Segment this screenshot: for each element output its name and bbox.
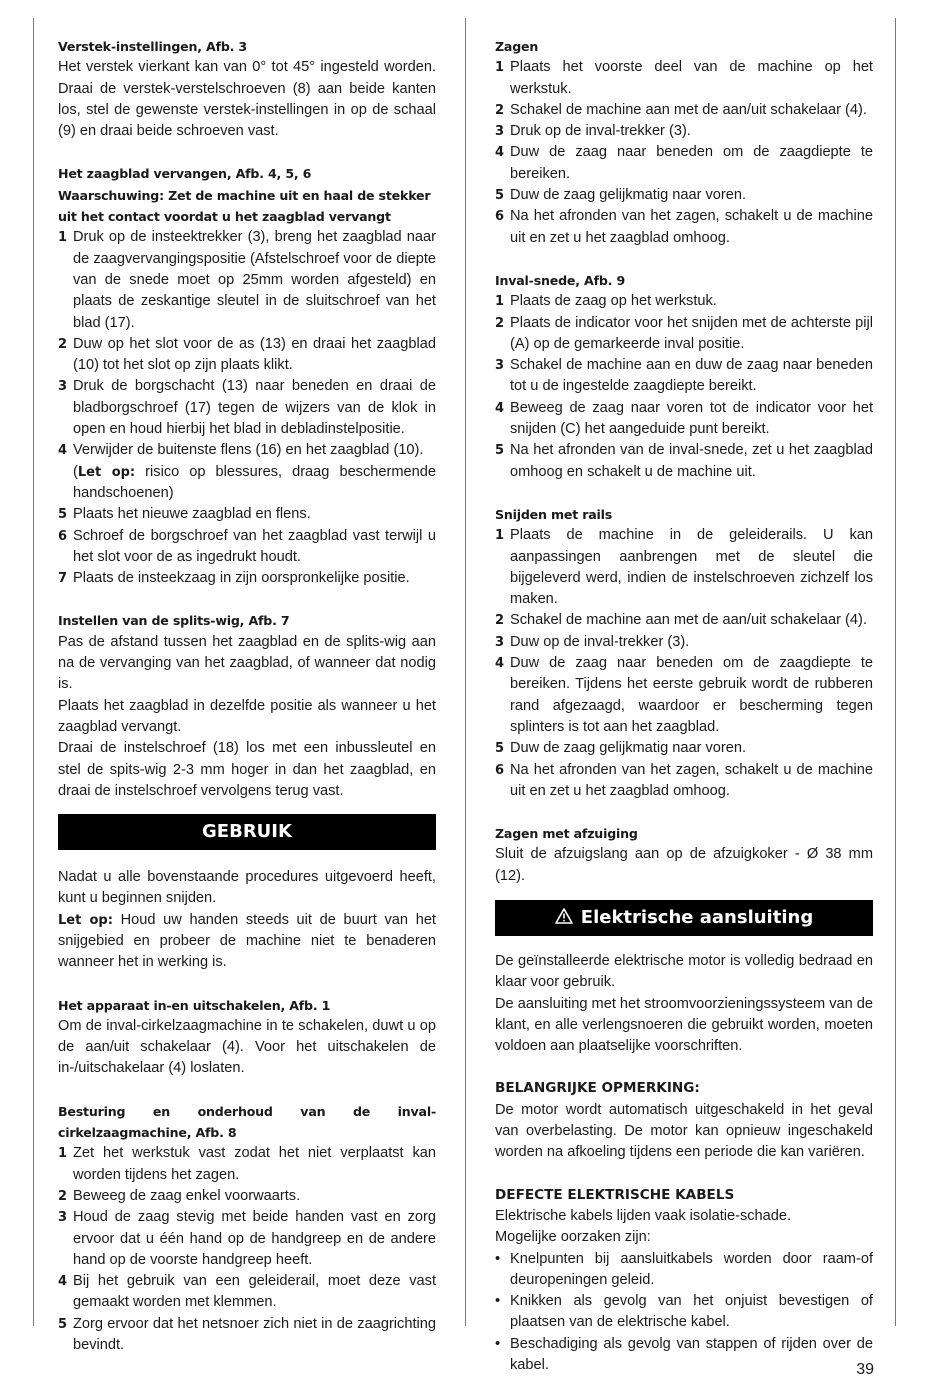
- section-title: Inval-snede, Afb. 9: [495, 272, 626, 288]
- section-besturing: [58, 1101, 436, 1357]
- step-number: 1: [58, 1146, 68, 1162]
- step-text: Druk op de insteektrekker (3), breng het zaagblad naar de zaagvervangingspositie (Afstelschroef voor de diepte van de snede moet op 25mm worden afgesteld) en plaats de zeskantige sleutel in de sluitschroef van het blad (17).: [73, 229, 436, 331]
- left-margin-rule: [33, 18, 34, 1326]
- step-text: Druk de borgschacht (13) naar beneden en draai de bladborgschroef (17) tegen de wijzers van de klok in open en houd hierbij het blad in debladinstelpositie.: [73, 378, 436, 438]
- section-title: Het zaagblad vervangen, Afb. 4, 5, 6: [58, 166, 312, 182]
- section-title: Zagen met afzuiging: [495, 826, 638, 842]
- note-text: Houd uw handen steeds uit de buurt van het snijgebied en probeer de machine niet te benaderen wanneer het in werking is.: [58, 911, 436, 971]
- step-text: Duw de zaag gelijkmatig naar voren.: [510, 740, 747, 757]
- left-column: [58, 36, 436, 1356]
- step-number: 6: [495, 209, 505, 225]
- list-item: [495, 291, 873, 312]
- step-text: Duw de zaag naar beneden om de zaagdiepte te bereiken.: [510, 144, 873, 182]
- step-text: Beweeg de zaag enkel voorwaarts.: [73, 1187, 301, 1204]
- step-text: Na het afronden van de inval-snede, zet u het zaagblad omhoog en schakelt u de machine uit.: [510, 442, 873, 480]
- right-column: [495, 36, 873, 1376]
- step-number: 4: [495, 656, 505, 672]
- steps-list: [58, 1143, 436, 1356]
- list-item: [58, 568, 436, 589]
- list-item: [495, 355, 873, 398]
- list-item: [495, 142, 873, 185]
- step-text: Schakel de machine aan met de aan/uit schakelaar (4).: [510, 101, 867, 118]
- steps-list: [495, 291, 873, 483]
- paragraph: Sluit de afzuigslang aan op de afzuigkoker - Ø 38 mm (12).: [495, 846, 873, 884]
- list-item: [58, 440, 436, 504]
- banner-title: Elektrische aansluiting: [580, 906, 814, 928]
- step-text: Na het afronden van het zagen, schakelt u de machine uit en zet u het zaagblad omhoog.: [510, 761, 873, 799]
- list-item: [495, 398, 873, 441]
- step-text: Druk op de inval-trekker (3).: [510, 123, 691, 140]
- step-text: Bij het gebruik van een geleiderail, moet deze vast gemaakt worden met klemmen.: [73, 1273, 436, 1311]
- step-number: 5: [495, 741, 505, 757]
- step-number: 1: [495, 60, 505, 76]
- list-item: [58, 1143, 436, 1186]
- step-number: 6: [58, 528, 68, 544]
- step-number: 3: [495, 634, 505, 650]
- step-number: 2: [495, 613, 505, 629]
- list-item: [495, 525, 873, 610]
- list-item: [495, 610, 873, 631]
- note-text: risico op blessures, draag beschermende handschoenen): [73, 463, 436, 501]
- step-text: Houd de zaag stevig met beide handen vast en zorg ervoor dat u één hand op de handgreep en de andere hand op de voorste handgreep heeft.: [73, 1209, 436, 1268]
- list-item: [495, 760, 873, 803]
- list-item: [58, 1271, 436, 1314]
- elektrische-aansluiting-banner: [495, 900, 873, 936]
- step-text: Duw op het slot voor de as (13) en draai het zaagblad (10) tot het slot op zijn plaats klikt.: [73, 335, 436, 374]
- paragraph: De geïnstalleerde elektrische motor is volledig bedraad en klaar voor gebruik.: [495, 952, 873, 991]
- section-belangrijke-opmerking: [495, 1078, 873, 1163]
- bullet-text: Knelpunten bij aansluitkabels worden door raam-of deuropeningen geleid.: [510, 1250, 873, 1288]
- section-gebruik: [58, 867, 436, 973]
- section-title: DEFECTE ELEKTRISCHE KABELS: [495, 1186, 735, 1203]
- step-number: 2: [495, 102, 505, 118]
- section-title: Besturing en onderhoud van de inval-cirkelzaagmachine, Afb. 8: [58, 1103, 436, 1141]
- step-number: 4: [495, 400, 505, 416]
- list-item: [495, 121, 873, 142]
- step-text: Plaats de machine in de geleiderails. U kan aanpassingen aanbrengen met de sleutel die bijgeleverd werd, indien de instelschroeven zichzelf los maken.: [510, 527, 873, 608]
- section-splits-wig: [58, 610, 436, 802]
- section-title: Instellen van de splits-wig, Afb. 7: [58, 613, 290, 629]
- step-number: 4: [58, 443, 68, 459]
- step-number: 3: [58, 1210, 68, 1226]
- list-item: [495, 100, 873, 121]
- step-number: 5: [495, 443, 505, 459]
- list-item: [495, 1334, 873, 1377]
- step-text: Na het afronden van het zagen, schakelt u de machine uit en zet u het zaagblad omhoog.: [510, 208, 873, 246]
- step-number: 6: [495, 762, 505, 778]
- paragraph: De aansluiting met het stroomvoorzieningssysteem van de klant, en alle verlengsnoeren die gebruikt worden, moeten voldoen aan plaatselijke voorschriften.: [495, 995, 874, 1055]
- list-item: [495, 632, 873, 653]
- bullet-text: Beschadiging als gevolg van stappen of rijden over de kabel.: [510, 1335, 873, 1374]
- section-title: Verstek-instellingen, Afb. 3: [58, 39, 247, 54]
- step-number: 7: [58, 571, 68, 587]
- bullet-text: Knikken als gevolg van het onjuist bevestigen of plaatsen van de elektrische kabel.: [510, 1293, 873, 1331]
- step-text: Plaats de insteekzaag in zijn oorspronkelijke positie.: [73, 570, 410, 587]
- step-number: 5: [495, 188, 505, 204]
- warning-text: Waarschuwing: Zet de machine uit en haal de stekker uit het contact voordat u het zaagblad vervangt: [58, 187, 431, 225]
- step-text: Schakel de machine aan met de aan/uit schakelaar (4).: [510, 612, 867, 629]
- list-item: [495, 57, 873, 100]
- step-text: Plaats het nieuwe zaagblad en flens.: [73, 506, 311, 523]
- bullet-icon: •: [495, 1335, 501, 1352]
- paragraph: Om de inval-cirkelzaagmachine in te schakelen, duwt u op de aan/uit schakelaar (4). Voor het uitschakelen de in-/uitschakelaar (4) loslaten.: [58, 1017, 436, 1077]
- step-number: 2: [495, 315, 505, 331]
- step-text: Duw de zaag naar beneden om de zaagdiepte te bereiken. Tijdens het eerste gebruik wordt de rubberen rand afgezaagd, waardoor er bescherming tegen splinters is tot aan het zaagblad.: [510, 655, 873, 735]
- steps-list: [495, 525, 873, 802]
- gebruik-banner: GEBRUIK: [58, 814, 436, 850]
- step-text: Duw de zaag gelijkmatig naar voren.: [510, 187, 747, 204]
- step-number: 3: [495, 124, 505, 140]
- bullet-list: [495, 1249, 873, 1377]
- paragraph: Plaats het zaagblad in dezelfde positie als wanneer u het zaagblad vervangt.: [58, 697, 436, 735]
- step-text: Beweeg de zaag naar voren tot de indicator voor het snijden (C) het aangeduide punt bereikt.: [510, 399, 873, 438]
- list-item: [58, 334, 436, 377]
- step-text: Zorg ervoor dat het netsnoer zich niet in de zaagrichting bevindt.: [73, 1315, 436, 1354]
- section-elektrisch: [495, 951, 873, 1057]
- section-title: BELANGRIJKE OPMERKING:: [495, 1080, 700, 1097]
- section-in-uitschakelen: [58, 995, 436, 1080]
- step-text: Plaats het voorste deel van de machine op het werkstuk.: [510, 59, 873, 97]
- paragraph: De motor wordt automatisch uitgeschakeld in het geval van overbelasting. De motor kan opnieuw ingeschakeld worden na afkoeling tijdens een periode die kan variëren.: [495, 1101, 873, 1161]
- right-margin-rule: [895, 18, 896, 1326]
- list-item: [495, 1249, 873, 1292]
- list-item: [495, 653, 873, 738]
- warning-triangle-icon: [555, 900, 573, 936]
- note-open: (: [73, 463, 78, 480]
- section-defecte-kabels: [495, 1185, 873, 1377]
- step-number: 4: [58, 1274, 68, 1290]
- list-item: [495, 185, 873, 206]
- steps-list: [495, 57, 873, 249]
- step-text: Zet het werkstuk vast zodat het niet verplaatst kan worden tijdens het zagen.: [73, 1145, 436, 1183]
- list-item: [58, 526, 436, 569]
- list-item: [58, 1186, 436, 1207]
- section-title: Zagen: [495, 39, 539, 54]
- page-number: 39: [856, 1361, 874, 1378]
- section-zaagblad-vervangen: [58, 163, 436, 589]
- step-number: 5: [58, 1316, 68, 1332]
- section-verstek: [58, 36, 436, 142]
- step-number: 4: [495, 145, 505, 161]
- section-title: Het apparaat in-en uitschakelen, Afb. 1: [58, 997, 331, 1013]
- paragraph: Het verstek vierkant kan van 0° tot 45° ingesteld worden. Draai de verstek-verstelschroeven (8) aan beide kanten los, stel de gewenste verstek-instellingen in op de schaal (9) en draai beide schroeven vast.: [58, 59, 436, 140]
- section-title: Snijden met rails: [495, 506, 613, 522]
- list-item: [58, 504, 436, 525]
- step-number: 1: [495, 528, 505, 544]
- paragraph: Pas de afstand tussen het zaagblad en de splits-wig aan na de vervanging van het zaagblad, of wanneer dat nodig is.: [58, 633, 436, 693]
- list-item: [58, 1207, 436, 1271]
- step-text: Plaats de indicator voor het snijden met de achterste pijl (A) op de gemarkeerde inval positie.: [510, 314, 873, 352]
- list-item: [58, 227, 436, 333]
- section-inval-snede: [495, 270, 873, 483]
- step-number: 3: [58, 379, 68, 395]
- step-number: 2: [58, 336, 68, 352]
- paragraph: Mogelijke oorzaken zijn:: [495, 1229, 651, 1246]
- list-item: [495, 313, 873, 356]
- list-item: [58, 376, 436, 440]
- bullet-icon: •: [495, 1293, 501, 1310]
- paragraph: Elektrische kabels lijden vaak isolatie-schade.: [495, 1207, 792, 1224]
- section-zagen-met-afzuiging: [495, 823, 873, 887]
- paragraph: Nadat u alle bovenstaande procedures uitgevoerd heeft, kunt u beginnen snijden.: [58, 869, 436, 907]
- list-item: [495, 738, 873, 759]
- note-label: Let op:: [58, 912, 113, 928]
- bullet-icon: •: [495, 1250, 501, 1267]
- step-text: Schakel de machine aan en duw de zaag naar beneden tot u de ingestelde zaagdiepte bereikt.: [510, 357, 873, 395]
- paragraph: Draai de instelschroef (18) los met een inbussleutel en stel de spits-wig 2-3 mm hoger in dan het zaagblad, en draai de instelschroef vervolgens terug vast.: [58, 740, 436, 799]
- note-label: Let op:: [77, 464, 136, 480]
- step-number: 1: [495, 294, 505, 310]
- step-number: 3: [495, 358, 505, 374]
- step-number: 5: [58, 507, 68, 523]
- center-column-rule: [465, 18, 466, 1326]
- section-zagen: [495, 36, 873, 249]
- step-number: 2: [58, 1188, 68, 1204]
- step-text: Plaats de zaag op het werkstuk.: [510, 293, 717, 310]
- list-item: [495, 206, 873, 249]
- list-item: [58, 1314, 436, 1357]
- list-item: [495, 1291, 873, 1334]
- step-text: Duw op de inval-trekker (3).: [510, 633, 690, 650]
- step-number: 1: [58, 230, 68, 246]
- step-text: Verwijder de buitenste flens (16) en het zaagblad (10).: [73, 442, 424, 459]
- list-item: [495, 440, 873, 483]
- steps-list: [58, 227, 436, 589]
- section-snijden-met-rails: [495, 504, 873, 802]
- note-paragraph: [58, 910, 436, 974]
- step-text: Schroef de borgschroef van het zaagblad vast terwijl u het slot voor de as ingedrukt houdt.: [73, 527, 436, 565]
